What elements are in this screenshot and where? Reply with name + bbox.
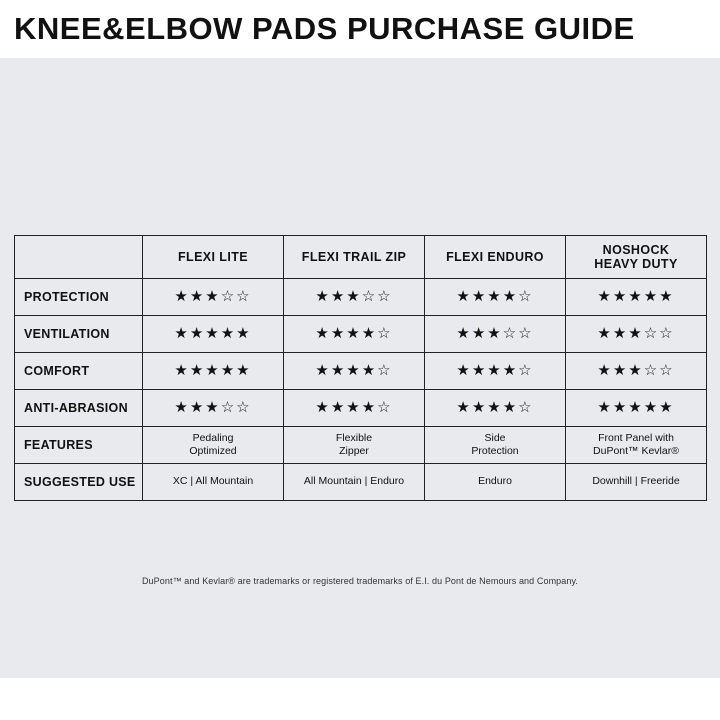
star-rating: ★★★★★ [597, 399, 675, 416]
star-rating: ★★★★★ [174, 325, 252, 342]
column-header-flexi-enduro: FLEXI ENDURO [425, 236, 566, 279]
table-row [15, 390, 707, 427]
comparison-table [14, 235, 707, 501]
star-rating: ★★★★★ [597, 288, 675, 305]
text-cell: Flexible Zipper [284, 427, 425, 464]
star-rating: ★★★☆☆ [315, 288, 393, 305]
title-bar [0, 0, 720, 58]
content-panel [0, 58, 720, 678]
star-rating: ★★★☆☆ [174, 288, 252, 305]
table-header-row [15, 236, 707, 279]
row-label: SUGGESTED USE [15, 464, 143, 501]
star-rating: ★★★★☆ [315, 325, 393, 342]
rating-cell [425, 353, 566, 390]
star-rating: ★★★★☆ [456, 362, 534, 379]
table-body [15, 279, 707, 501]
footer-strip [0, 678, 720, 720]
rating-cell [284, 353, 425, 390]
rating-cell [566, 390, 707, 427]
rating-cell [566, 316, 707, 353]
text-cell: Downhill | Freeride [566, 464, 707, 501]
star-rating: ★★★★★ [174, 362, 252, 379]
text-cell: Side Protection [425, 427, 566, 464]
table-corner-cell [15, 236, 143, 279]
star-rating: ★★★☆☆ [597, 325, 675, 342]
table-row [15, 279, 707, 316]
text-cell: Front Panel with DuPont™ Kevlar® [566, 427, 707, 464]
rating-cell [143, 353, 284, 390]
rating-cell [143, 390, 284, 427]
star-rating: ★★★★☆ [315, 362, 393, 379]
star-rating: ★★★☆☆ [597, 362, 675, 379]
column-header-flexi-lite: FLEXI LITE [143, 236, 284, 279]
trademark-footnote: DuPont™ and Kevlar® are trademarks or registered trademarks of E.I. du Pont de Nemours and Company. [141, 576, 579, 586]
column-header-noshock-heavy-duty: NOSHOCK HEAVY DUTY [566, 236, 707, 279]
row-label: COMFORT [15, 353, 143, 390]
text-cell: Enduro [425, 464, 566, 501]
rating-cell [143, 316, 284, 353]
row-label: PROTECTION [15, 279, 143, 316]
rating-cell [566, 279, 707, 316]
row-label: VENTILATION [15, 316, 143, 353]
table-row [15, 353, 707, 390]
text-cell: Pedaling Optimized [143, 427, 284, 464]
star-rating: ★★★★☆ [456, 399, 534, 416]
rating-cell [566, 353, 707, 390]
row-label: ANTI-ABRASION [15, 390, 143, 427]
comparison-table-wrapper [14, 235, 706, 501]
rating-cell [143, 279, 284, 316]
table-row [15, 316, 707, 353]
table-header [15, 236, 707, 279]
star-rating: ★★★☆☆ [174, 399, 252, 416]
rating-cell [425, 390, 566, 427]
star-rating: ★★★★☆ [456, 288, 534, 305]
star-rating: ★★★☆☆ [456, 325, 534, 342]
table-row [15, 427, 707, 464]
rating-cell [425, 279, 566, 316]
text-cell: XC | All Mountain [143, 464, 284, 501]
rating-cell [284, 390, 425, 427]
rating-cell [425, 316, 566, 353]
row-label: FEATURES [15, 427, 143, 464]
rating-cell [284, 279, 425, 316]
column-header-flexi-trail-zip: FLEXI TRAIL ZIP [284, 236, 425, 279]
text-cell: All Mountain | Enduro [284, 464, 425, 501]
page-title: KNEE&ELBOW PADS PURCHASE GUIDE [14, 11, 635, 46]
rating-cell [284, 316, 425, 353]
table-row [15, 464, 707, 501]
star-rating: ★★★★☆ [315, 399, 393, 416]
